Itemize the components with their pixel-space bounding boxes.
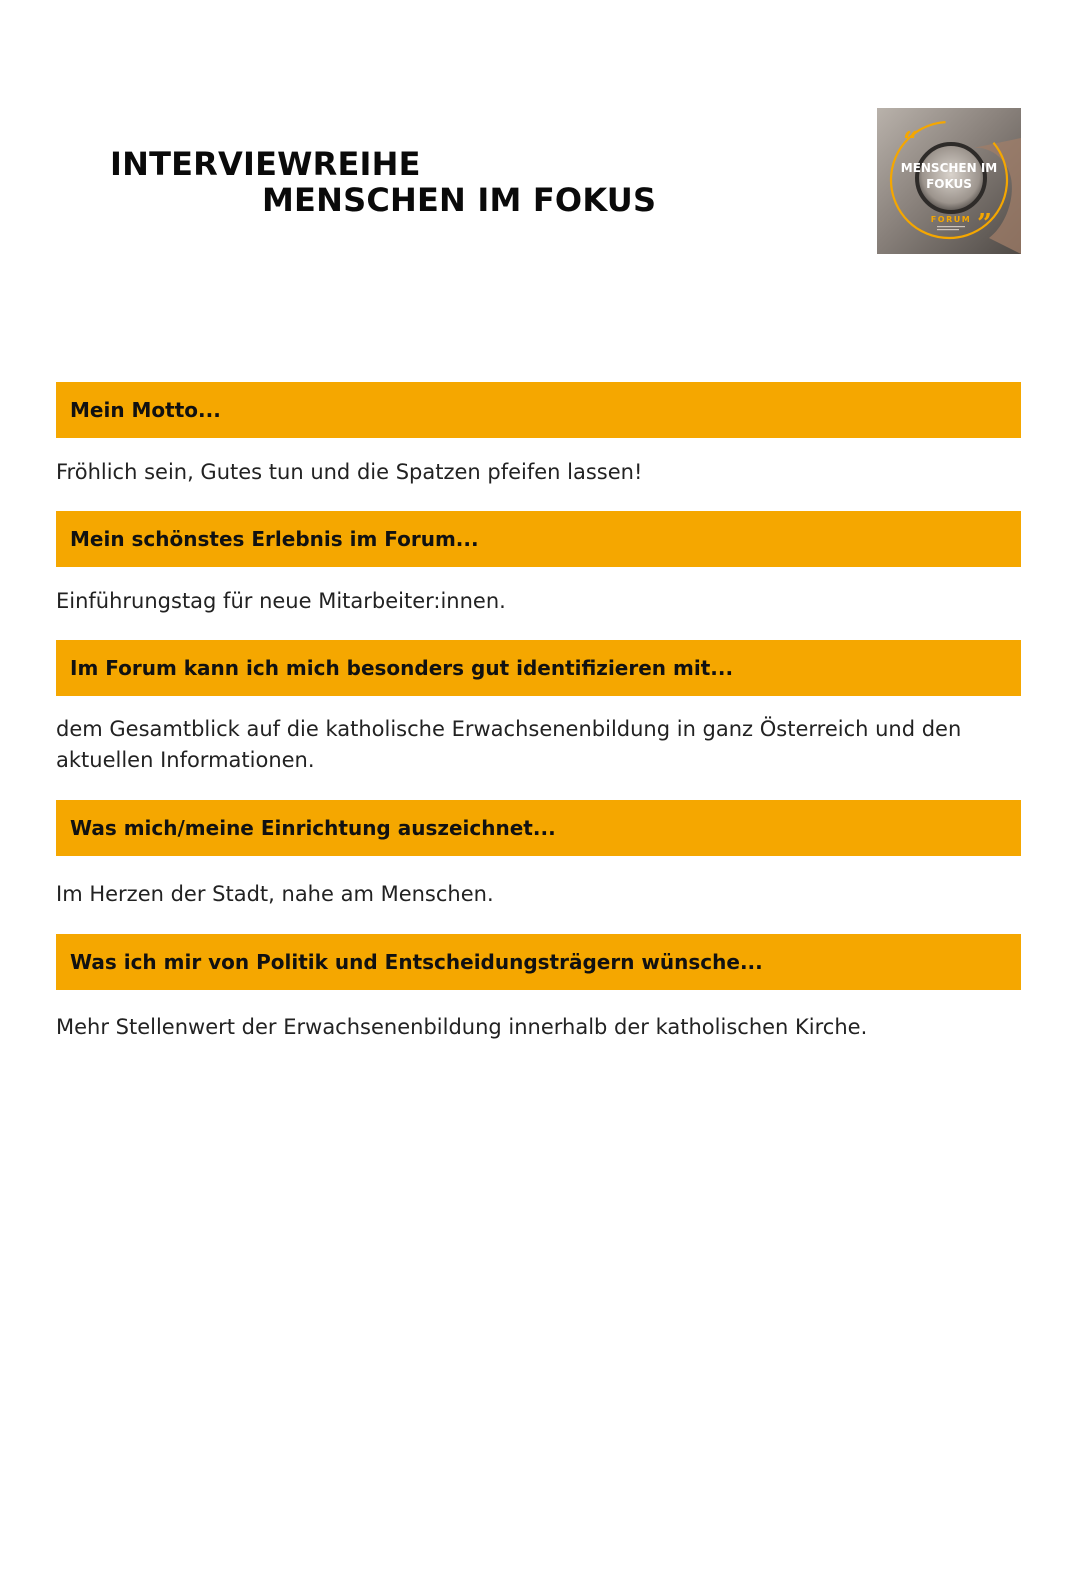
page-title-line-2: MENSCHEN IM FOKUS [262,181,657,219]
answer-auszeichnet: Im Herzen der Stadt, nahe am Menschen. [56,882,494,906]
logo-brand-text: FORUM [930,215,972,224]
section-header-identifizieren: Im Forum kann ich mich besonders gut identifizieren mit... [56,640,1021,696]
answer-schoenstes-erlebnis: Einführungstag für neue Mitarbeiter:innen. [56,589,506,613]
svg-text:”: ” [977,209,992,239]
page-title-line-1: INTERVIEWREIHE [110,145,421,183]
answer-politik-wuensche: Mehr Stellenwert der Erwachsenenbildung innerhalb der katholischen Kirche. [56,1015,868,1039]
section-header-auszeichnet: Was mich/meine Einrichtung auszeichnet... [56,800,1021,856]
section-header-politik-wuensche: Was ich mir von Politik und Entscheidungsträgern wünsche... [56,934,1021,990]
section-header-schoenstes-erlebnis: Mein schönstes Erlebnis im Forum... [56,511,1021,567]
logo-text-line-1: MENSCHEN IM [900,161,998,175]
logo-text-line-2: FOKUS [926,177,972,191]
svg-text:“: “ [903,127,918,157]
menschen-im-fokus-logo [877,108,1021,254]
answer-motto: Fröhlich sein, Gutes tun und die Spatzen pfeifen lassen! [56,460,643,484]
answer-identifizieren: dem Gesamtblick auf die katholische Erwachsenenbildung in ganz Österreich und den aktuellen Informationen. [56,717,962,772]
section-header-motto: Mein Motto... [56,382,1021,438]
